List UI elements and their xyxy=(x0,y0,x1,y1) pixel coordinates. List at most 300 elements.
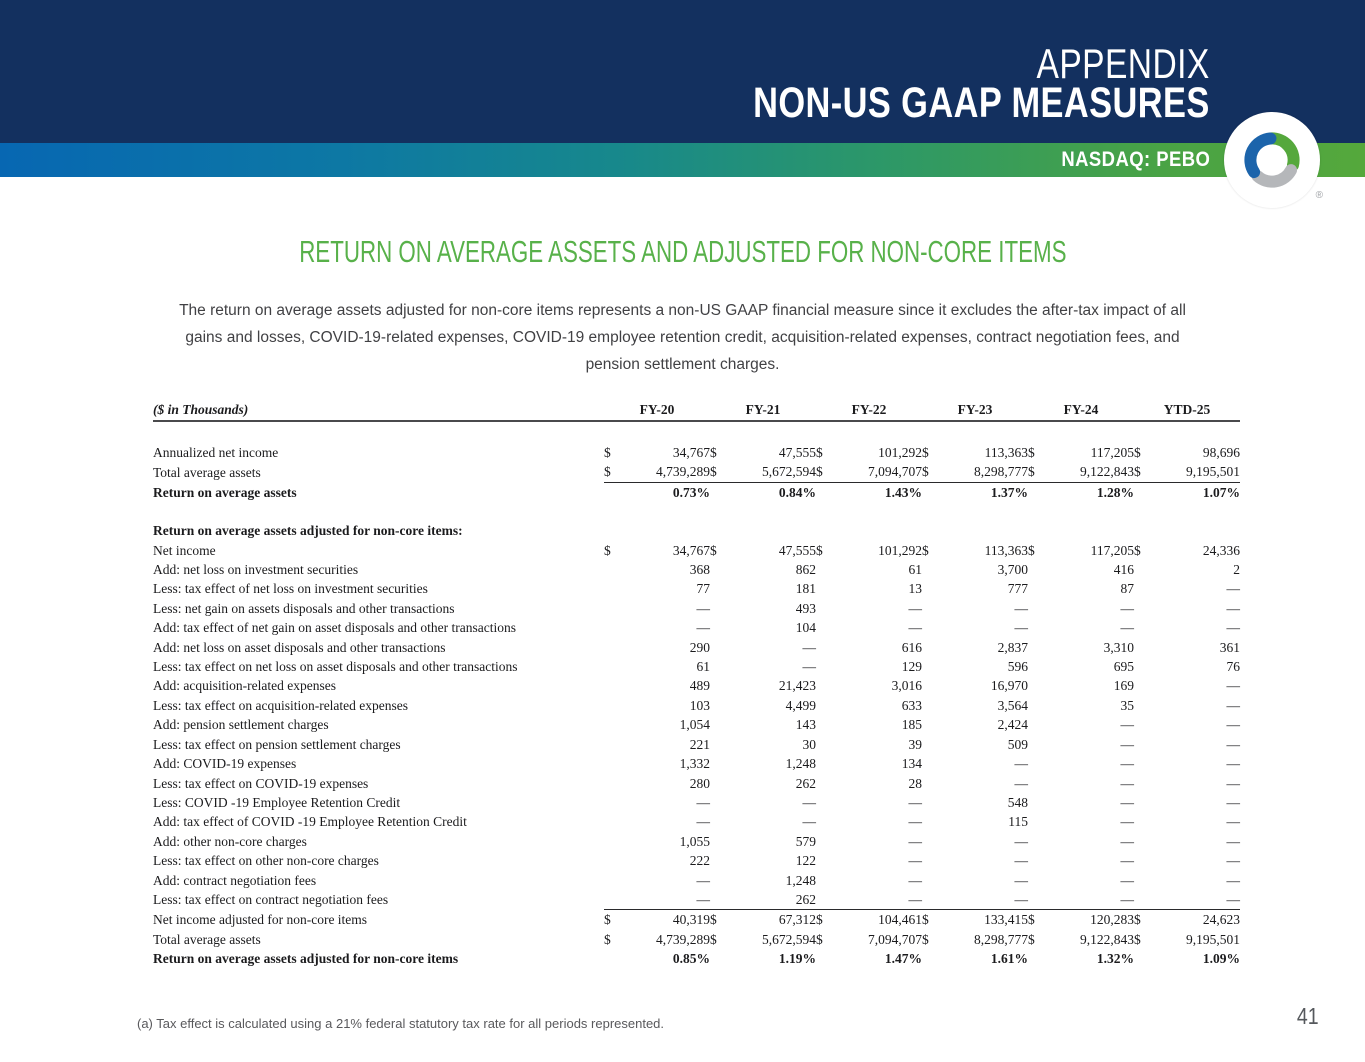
table-row xyxy=(153,793,1240,812)
currency-cell xyxy=(1134,715,1161,734)
currency-cell xyxy=(710,638,737,657)
value-cell: 2 xyxy=(1233,562,1240,578)
currency-cell xyxy=(1028,579,1055,598)
row-label: Net income xyxy=(153,542,216,558)
currency-cell: $ xyxy=(1134,542,1141,558)
value-cell: — xyxy=(1014,775,1028,791)
currency-cell: $ xyxy=(604,462,631,482)
currency-cell xyxy=(816,618,843,637)
value-cell: 221 xyxy=(689,736,710,752)
column-header: YTD-25 xyxy=(1134,399,1240,421)
currency-cell xyxy=(710,793,737,812)
currency-cell xyxy=(1028,949,1055,968)
value-cell: 9,122,843 xyxy=(1055,462,1134,482)
currency-cell xyxy=(922,851,949,870)
value-cell: 169 xyxy=(1113,678,1134,694)
value-cell: 120,283 xyxy=(1090,912,1134,928)
value-cell: — xyxy=(1014,833,1028,849)
currency-cell xyxy=(1028,482,1055,502)
value-cell: — xyxy=(696,620,710,636)
row-label: Add: COVID-19 expenses xyxy=(153,756,297,772)
value-cell: — xyxy=(1120,600,1134,616)
value-cell: 61 xyxy=(908,562,922,578)
value-cell: 61 xyxy=(696,659,710,675)
currency-cell: $ xyxy=(604,542,611,558)
value-cell: 1.37% xyxy=(990,484,1028,500)
currency-cell xyxy=(816,696,843,715)
value-cell: — xyxy=(1120,736,1134,752)
title-wrap xyxy=(0,234,1365,270)
value-cell: 8,298,777 xyxy=(974,931,1028,947)
currency-cell: $ xyxy=(922,445,929,460)
currency-cell xyxy=(816,793,843,812)
value-cell: 34,767 xyxy=(672,542,710,558)
value-cell: 695 xyxy=(1113,659,1134,675)
currency-cell xyxy=(1028,754,1055,773)
value-cell: 262 xyxy=(737,890,816,910)
value-cell: 40,319 xyxy=(672,912,710,928)
currency-cell xyxy=(604,579,631,598)
row-label: Add: tax effect of net gain on asset disposals and other transactions xyxy=(153,620,517,636)
value-cell: 7,094,707 xyxy=(843,462,922,482)
table-row xyxy=(153,754,1240,773)
currency-cell xyxy=(710,618,737,637)
value-cell: 98,696 xyxy=(1202,445,1240,460)
currency-cell xyxy=(710,890,737,910)
value-cell: 5,672,594 xyxy=(762,931,816,947)
currency-cell xyxy=(604,890,631,910)
value-cell: 34,767 xyxy=(672,445,710,460)
currency-cell xyxy=(710,754,737,773)
value-cell: 9,195,501 xyxy=(1186,931,1240,947)
currency-cell xyxy=(1028,560,1055,579)
table-row xyxy=(153,657,1240,676)
value-cell: — xyxy=(1161,890,1240,910)
currency-cell xyxy=(710,676,737,695)
value-cell: — xyxy=(1226,814,1240,830)
currency-cell xyxy=(604,618,631,637)
currency-cell: $ xyxy=(1028,462,1055,482)
currency-cell xyxy=(922,890,949,910)
value-cell: 1.19% xyxy=(778,951,816,967)
section-header-row xyxy=(153,521,1240,540)
value-cell: 28 xyxy=(908,775,922,791)
row-label: Less: COVID -19 Employee Retention Credit xyxy=(153,794,401,810)
value-cell: — xyxy=(1226,736,1240,752)
row-label: Return on average assets adjusted for non-core items xyxy=(153,951,459,967)
value-cell: — xyxy=(696,872,710,888)
value-cell: — xyxy=(1226,775,1240,791)
value-cell: 1,332 xyxy=(679,756,710,772)
value-cell: — xyxy=(1014,872,1028,888)
column-header: FY-24 xyxy=(1028,399,1134,421)
spacer-row xyxy=(153,502,1240,521)
currency-cell xyxy=(1134,871,1161,890)
column-header: FY-21 xyxy=(710,399,816,421)
value-cell: — xyxy=(631,890,710,910)
currency-cell xyxy=(1028,851,1055,870)
value-cell: 115 xyxy=(1008,814,1028,830)
value-cell: 5,672,594 xyxy=(737,462,816,482)
currency-cell: $ xyxy=(710,445,717,460)
row-label: Add: pension settlement charges xyxy=(153,717,329,733)
currency-cell xyxy=(816,638,843,657)
currency-cell: $ xyxy=(1134,445,1141,460)
row-label: Less: net gain on assets disposals and other transactions xyxy=(153,600,455,616)
table-row xyxy=(153,462,1240,482)
value-cell: — xyxy=(1226,794,1240,810)
currency-cell xyxy=(1028,618,1055,637)
currency-cell xyxy=(816,735,843,754)
currency-cell xyxy=(710,579,737,598)
value-cell: 1.28% xyxy=(1096,484,1134,500)
currency-cell xyxy=(816,657,843,676)
currency-cell xyxy=(922,482,949,502)
value-cell: — xyxy=(908,600,922,616)
value-cell: — xyxy=(1120,756,1134,772)
table-row xyxy=(153,579,1240,598)
value-cell: 134 xyxy=(901,756,922,772)
value-cell: — xyxy=(802,639,816,655)
table-row xyxy=(153,560,1240,579)
currency-cell: $ xyxy=(922,912,929,928)
currency-cell xyxy=(710,949,737,968)
currency-cell xyxy=(710,482,737,502)
table-row xyxy=(153,715,1240,734)
currency-cell xyxy=(816,890,843,910)
row-label: Add: net loss on asset disposals and other transactions xyxy=(153,639,446,655)
value-cell: — xyxy=(1120,794,1134,810)
value-cell: — xyxy=(1226,717,1240,733)
value-cell: 1.43% xyxy=(884,484,922,500)
value-cell: — xyxy=(1014,853,1028,869)
table-row xyxy=(153,774,1240,793)
currency-cell xyxy=(816,579,843,598)
value-cell: 39 xyxy=(908,736,922,752)
currency-cell xyxy=(922,812,949,831)
currency-cell xyxy=(922,657,949,676)
currency-cell: $ xyxy=(816,445,823,460)
currency-cell xyxy=(710,715,737,734)
currency-cell xyxy=(1028,735,1055,754)
table-row xyxy=(153,930,1240,949)
row-label: Less: tax effect on contract negotiation fees xyxy=(153,892,389,908)
value-cell: — xyxy=(1120,833,1134,849)
table-row xyxy=(153,812,1240,831)
table-row xyxy=(153,599,1240,618)
currency-cell xyxy=(710,657,737,676)
table-row xyxy=(153,851,1240,870)
value-cell: 103 xyxy=(689,697,710,713)
value-cell: — xyxy=(1226,581,1240,597)
value-cell: — xyxy=(1226,620,1240,636)
financial-table xyxy=(153,399,1240,969)
currency-cell: $ xyxy=(816,912,823,928)
currency-cell xyxy=(816,676,843,695)
value-cell: — xyxy=(1120,853,1134,869)
value-cell: 222 xyxy=(689,853,710,869)
currency-cell xyxy=(816,774,843,793)
currency-cell xyxy=(604,735,631,754)
table-header-row xyxy=(153,399,1240,421)
currency-cell xyxy=(1134,579,1161,598)
currency-cell xyxy=(604,754,631,773)
column-header: FY-23 xyxy=(922,399,1028,421)
value-cell: — xyxy=(1226,697,1240,713)
currency-cell: $ xyxy=(604,912,611,928)
value-cell: 47,555 xyxy=(778,542,816,558)
spacer-row xyxy=(153,421,1240,443)
table-row xyxy=(153,482,1240,502)
value-cell: 280 xyxy=(689,775,710,791)
row-label: Net income adjusted for non-core items xyxy=(153,912,368,928)
page-title: RETURN ON AVERAGE ASSETS AND ADJUSTED FOR NON-CORE ITEMS xyxy=(298,234,1067,269)
value-cell: 104 xyxy=(795,620,816,636)
table-body xyxy=(153,421,1240,969)
banner-appendix-label: APPENDIX xyxy=(1036,40,1210,87)
currency-cell xyxy=(1134,774,1161,793)
currency-cell xyxy=(922,754,949,773)
value-cell: 21,423 xyxy=(778,678,816,694)
currency-cell xyxy=(1134,754,1161,773)
value-cell: — xyxy=(1226,853,1240,869)
value-cell: 548 xyxy=(1007,794,1028,810)
value-cell: — xyxy=(1226,600,1240,616)
value-cell: 1.47% xyxy=(884,951,922,967)
value-cell: 290 xyxy=(689,639,710,655)
value-cell: 35 xyxy=(1120,697,1134,713)
value-cell: — xyxy=(696,600,710,616)
currency-cell xyxy=(604,638,631,657)
row-label: Add: other non-core charges xyxy=(153,833,307,849)
currency-cell xyxy=(922,560,949,579)
currency-cell xyxy=(922,638,949,657)
table-row xyxy=(153,949,1240,968)
currency-cell xyxy=(816,560,843,579)
currency-cell xyxy=(1134,735,1161,754)
value-cell: 0.85% xyxy=(672,951,710,967)
currency-cell xyxy=(1134,890,1161,910)
banner-subtitle: NON-US GAAP MEASURES xyxy=(753,79,1210,127)
table-row xyxy=(153,735,1240,754)
currency-cell xyxy=(1134,638,1161,657)
value-cell: — xyxy=(696,794,710,810)
value-cell: 3,564 xyxy=(997,697,1028,713)
value-cell: 361 xyxy=(1219,639,1240,655)
table-row xyxy=(153,910,1240,930)
currency-cell xyxy=(710,560,737,579)
table-row xyxy=(153,638,1240,657)
value-cell: 113,363 xyxy=(984,445,1028,460)
value-cell: 4,499 xyxy=(785,697,816,713)
value-cell: 777 xyxy=(1007,581,1028,597)
value-cell: 1,054 xyxy=(679,717,710,733)
currency-cell xyxy=(1134,851,1161,870)
value-cell: 13 xyxy=(908,581,922,597)
currency-cell: $ xyxy=(710,912,717,928)
table-row xyxy=(153,541,1240,560)
value-cell: 117,205 xyxy=(1090,542,1134,558)
currency-cell xyxy=(816,949,843,968)
value-cell: 0.73% xyxy=(672,484,710,500)
value-cell: 104,461 xyxy=(878,912,922,928)
value-cell: — xyxy=(1120,775,1134,791)
row-label: Less: tax effect on net loss on asset disposals and other transactions xyxy=(153,659,518,675)
value-cell: 1,055 xyxy=(679,833,710,849)
row-label: Less: tax effect on COVID-19 expenses xyxy=(153,775,369,791)
currency-cell xyxy=(816,754,843,773)
row-label: Add: net loss on investment securities xyxy=(153,562,359,578)
value-cell: — xyxy=(949,890,1028,910)
value-cell: 8,298,777 xyxy=(949,462,1028,482)
currency-cell xyxy=(922,618,949,637)
currency-cell xyxy=(710,696,737,715)
value-cell: 9,195,501 xyxy=(1161,462,1240,482)
currency-cell xyxy=(1028,832,1055,851)
value-cell: 616 xyxy=(901,639,922,655)
currency-cell xyxy=(604,676,631,695)
value-cell: 633 xyxy=(901,697,922,713)
table-row xyxy=(153,871,1240,890)
currency-cell xyxy=(1028,812,1055,831)
value-cell: 1.07% xyxy=(1202,484,1240,500)
tax-footnote: (a) Tax effect is calculated using a 21% federal statutory tax rate for all periods represented. xyxy=(137,1016,665,1031)
currency-cell: $ xyxy=(816,462,843,482)
currency-cell xyxy=(816,871,843,890)
currency-cell xyxy=(1028,871,1055,890)
currency-cell xyxy=(710,812,737,831)
value-cell: 87 xyxy=(1120,581,1134,597)
value-cell: — xyxy=(802,794,816,810)
row-label: Return on average assets xyxy=(153,484,297,500)
currency-cell: $ xyxy=(816,931,823,947)
currency-cell: $ xyxy=(710,542,717,558)
value-cell: 596 xyxy=(1007,659,1028,675)
value-cell: 76 xyxy=(1226,659,1240,675)
currency-cell xyxy=(1134,832,1161,851)
value-cell: 2,424 xyxy=(997,717,1028,733)
row-label: Less: tax effect on other non-core charges xyxy=(153,853,379,869)
currency-cell: $ xyxy=(922,542,929,558)
currency-cell xyxy=(1028,793,1055,812)
value-cell: 3,310 xyxy=(1103,639,1134,655)
currency-cell xyxy=(710,774,737,793)
value-cell: 0.84% xyxy=(778,484,816,500)
currency-cell xyxy=(816,715,843,734)
value-cell: 16,970 xyxy=(990,678,1028,694)
currency-cell xyxy=(816,482,843,502)
value-cell: 181 xyxy=(795,581,816,597)
description-paragraph: The return on average assets adjusted for non-core items represents a non-US GAAP financial measure since it excludes the after-tax impact of all gains and losses, COVID-19-related expenses, COVID-19 employee retention credit, acquisition-related expenses, contract negotiation fees, and pension settlement charges. xyxy=(179,302,1186,373)
currency-cell: $ xyxy=(1134,931,1141,947)
value-cell: — xyxy=(908,833,922,849)
value-cell: 77 xyxy=(696,581,710,597)
value-cell: — xyxy=(1055,890,1134,910)
currency-cell xyxy=(1028,890,1055,910)
value-cell: 3,016 xyxy=(891,678,922,694)
value-cell: 416 xyxy=(1113,562,1134,578)
value-cell: 4,739,289 xyxy=(631,462,710,482)
row-label: Less: tax effect on acquisition-related expenses xyxy=(153,697,409,713)
table-row xyxy=(153,832,1240,851)
value-cell: — xyxy=(1226,872,1240,888)
currency-cell xyxy=(1134,599,1161,618)
currency-cell xyxy=(816,812,843,831)
banner-title-block xyxy=(639,40,1210,127)
currency-cell xyxy=(816,832,843,851)
row-label: Add: acquisition-related expenses xyxy=(153,678,336,694)
currency-cell xyxy=(710,871,737,890)
value-cell: — xyxy=(1120,620,1134,636)
value-cell: 1.32% xyxy=(1096,951,1134,967)
value-cell: 579 xyxy=(795,833,816,849)
value-cell: 101,292 xyxy=(878,542,922,558)
value-cell: 101,292 xyxy=(878,445,922,460)
currency-cell xyxy=(604,949,631,968)
currency-cell xyxy=(922,871,949,890)
currency-cell xyxy=(1028,657,1055,676)
value-cell: — xyxy=(1226,756,1240,772)
currency-cell xyxy=(604,871,631,890)
value-cell: 489 xyxy=(689,678,710,694)
currency-cell xyxy=(1028,715,1055,734)
value-cell: 2,837 xyxy=(997,639,1028,655)
page-number: 41 xyxy=(1297,1003,1319,1029)
currency-cell xyxy=(1028,696,1055,715)
currency-cell: $ xyxy=(1134,912,1141,928)
currency-cell: $ xyxy=(1028,445,1035,460)
value-cell: 862 xyxy=(795,562,816,578)
value-cell: 113,363 xyxy=(984,542,1028,558)
currency-cell xyxy=(922,579,949,598)
currency-cell xyxy=(1134,793,1161,812)
currency-cell xyxy=(1028,599,1055,618)
table-unit-label: ($ in Thousands) xyxy=(153,399,604,421)
value-cell: — xyxy=(908,794,922,810)
currency-cell xyxy=(922,949,949,968)
value-cell: 7,094,707 xyxy=(868,931,922,947)
value-cell: 1.09% xyxy=(1202,951,1240,967)
top-banner xyxy=(0,0,1365,143)
currency-cell xyxy=(1134,676,1161,695)
currency-cell xyxy=(710,832,737,851)
value-cell: 1,248 xyxy=(785,756,816,772)
value-cell: 1.61% xyxy=(990,951,1028,967)
value-cell: — xyxy=(802,659,816,675)
swirl-logo-icon xyxy=(1232,120,1312,200)
currency-cell xyxy=(1134,482,1161,502)
value-cell: 4,739,289 xyxy=(656,931,710,947)
table-row xyxy=(153,618,1240,637)
currency-cell: $ xyxy=(1028,542,1035,558)
value-cell: 493 xyxy=(795,600,816,616)
row-label: Less: tax effect on pension settlement charges xyxy=(153,736,401,752)
currency-cell xyxy=(710,735,737,754)
value-cell: 509 xyxy=(1007,736,1028,752)
currency-cell xyxy=(604,832,631,851)
value-cell: 143 xyxy=(795,717,816,733)
value-cell: 1,248 xyxy=(785,872,816,888)
currency-cell: $ xyxy=(1028,931,1035,947)
currency-cell xyxy=(604,657,631,676)
currency-cell: $ xyxy=(922,462,949,482)
currency-cell xyxy=(604,774,631,793)
company-logo xyxy=(1224,112,1323,208)
row-label: Add: tax effect of COVID -19 Employee Retention Credit xyxy=(153,814,467,830)
currency-cell xyxy=(604,812,631,831)
value-cell: 117,205 xyxy=(1090,445,1134,460)
currency-cell xyxy=(604,560,631,579)
